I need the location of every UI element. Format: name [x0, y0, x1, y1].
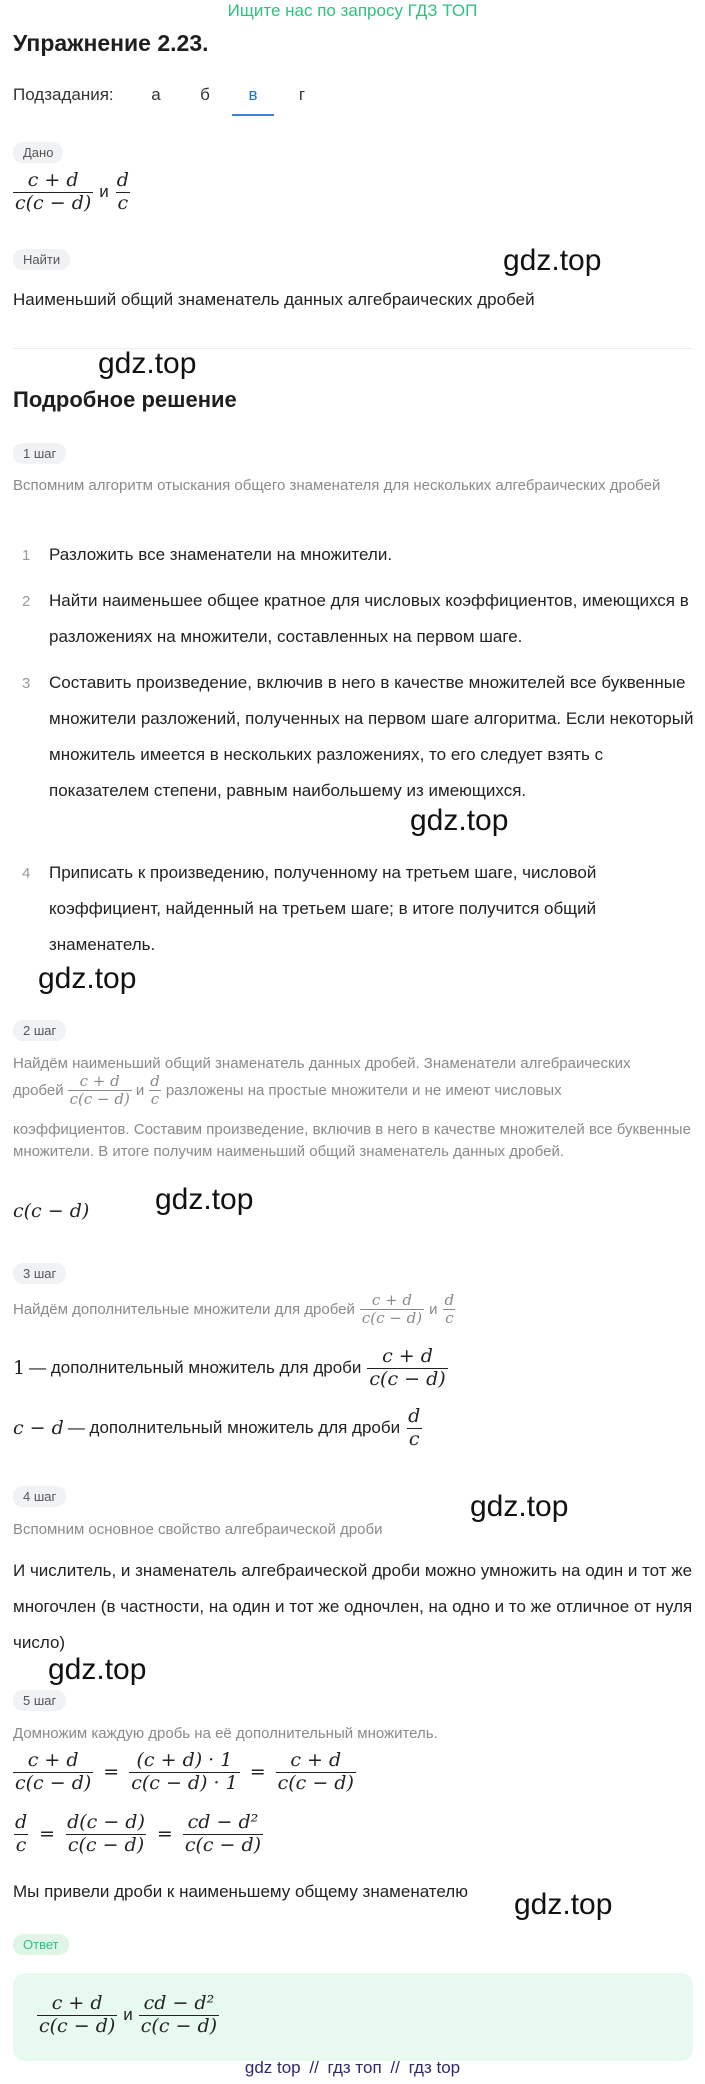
step1-badge-wrap: [13, 443, 66, 464]
step3-row2: c − d — дополнительный множитель для дроби $\frac{d}{c}$: [13, 1405, 421, 1450]
step2-fraction-1: $\frac{c + d}{c(c - d)}$: [69, 1072, 130, 1109]
footer-link[interactable]: гдз топ: [327, 2058, 382, 2077]
solution-title: Подробное решение: [13, 387, 237, 412]
step5-equation-2: $\frac{d}{c}$ = $\frac{d(c - d)}{c(c - d)}$ = $\frac{\text{cd − d²}}{c(c - d)}$: [15, 1811, 262, 1856]
step3-badge-wrap: [13, 1263, 66, 1284]
find-badge-wrap: [13, 249, 70, 270]
subtask-tab-v[interactable]: в: [248, 85, 258, 104]
list-item: 1 Разложить все знаменатели на множители.: [22, 545, 393, 564]
subtask-tab-g[interactable]: г: [298, 85, 306, 104]
step3-intro: Найдём дополнительные множители для дробей $\frac{c + d}{c(c - d)}$ и $\frac{d}{c}$: [13, 1291, 455, 1328]
watermark: gdz.top: [155, 1183, 254, 1216]
step3-intro-fraction-1: $\frac{c + d}{c(c - d)}$: [361, 1291, 423, 1328]
subtasks-label: Подзадания:: [13, 85, 114, 104]
watermark: gdz.top: [503, 244, 602, 277]
step5-conclusion: Мы привели дроби к наименьшему общему знаменателю: [13, 1882, 468, 1901]
step3-intro-fraction-2: $\frac{d}{c}$: [444, 1291, 455, 1328]
step5-equation-1: $\frac{c + d}{c(c - d)}$ = $\frac{(c + d) \cdot 1}{c(c - d) \cdot 1}$ = $\frac{c + d}{c(c - d)}$: [15, 1749, 354, 1794]
answer-fraction-1: $\frac{c + d}{c(c - d)}$: [39, 1992, 116, 2037]
exercise-title: Упражнение 2.23.: [13, 30, 209, 56]
watermark: gdz.top: [98, 347, 197, 380]
step5-intro: Домножим каждую дробь на её дополнительный множитель.: [13, 1725, 438, 1742]
footer-separator: //: [309, 2058, 319, 2077]
given-badge: Дано: [13, 142, 63, 163]
step4-text: И числитель, и знаменатель алгебраической дроби можно умножить на один и тот же многочлен (в частности, на один и тот же одночлен, на одно и то же отличное от нуля число): [13, 1561, 693, 1652]
find-badge: Найти: [13, 249, 70, 270]
step3-row2-fraction: $\frac{d}{c}$: [408, 1405, 421, 1450]
step2-line3: коэффициентов. Составим произведение, включив в него в качестве множителей все буквенные множители. В итоге получим наименьший общий знаменатель данных дробей.: [13, 1121, 691, 1160]
watermark: gdz.top: [470, 1490, 569, 1523]
answer-fraction-2: $\frac{\text{cd − d²}}{c(c - d)}$: [140, 1992, 218, 2037]
watermark: gdz.top: [38, 962, 137, 995]
step1-intro: Вспомним алгоритм отыскания общего знаменателя для нескольких алгебраических дробей: [13, 477, 661, 494]
watermark: gdz.top: [48, 1653, 147, 1686]
answer-fractions: [37, 1993, 219, 2038]
watermark: gdz.top: [514, 1888, 613, 1921]
step3-row1: 1 — дополнительный множитель для дроби $\frac{c + d}{c(c - d)}$: [13, 1345, 446, 1390]
step2-line1: Найдём наименьший общий знаменатель данных дробей. Знаменатели алгебраических: [13, 1055, 631, 1072]
given-fractions: [13, 170, 131, 215]
subtask-tab-b[interactable]: б: [200, 85, 210, 104]
step3-badge: 3 шаг: [13, 1263, 66, 1284]
step2-result: c(c − d): [13, 1200, 90, 1222]
list-item: 2 Найти наименьшее общее кратное для числовых коэффициентов, имеющихся в разложениях на множители, составленных на первом шаге.: [22, 591, 689, 646]
answer-badge: Ответ: [13, 1934, 69, 1955]
list-item: 4 Приписать к произведению, полученному на третьем шаге, числовой коэффициент, найденный на третьем шаге; в итоге получится общий знаменатель.: [22, 863, 597, 954]
footer-separator: //: [390, 2058, 400, 2077]
active-tab-underline: [232, 114, 274, 116]
footer-links: [0, 2058, 705, 2078]
step5-badge: 5 шаг: [13, 1690, 66, 1711]
step2-fraction-2: $\frac{d}{c}$: [150, 1072, 160, 1109]
footer-link[interactable]: гдз top: [408, 2058, 461, 2077]
step2-line2: дробей $\frac{c + d}{c(c - d)}$ и $\frac{d}{c}$ разложены на простые множители и не имеют числовых: [13, 1072, 562, 1109]
step2-badge-wrap: [13, 1020, 66, 1041]
footer-link[interactable]: gdz top: [244, 2058, 301, 2077]
answer-badge-wrap: [13, 1934, 69, 1955]
watermark: gdz.top: [410, 804, 509, 837]
step4-badge-wrap: [13, 1486, 66, 1507]
step4-badge: 4 шаг: [13, 1486, 66, 1507]
list-item: 3 Составить произведение, включив в него в качестве множителей все буквенные множители разложений, полученных на первом шаге алгоритма. Если некоторый множитель имеется в нескольких разложениях, то его следует взять с показателем степени, равным наибольшему из имеющихся.: [22, 673, 694, 800]
answer-and: и: [123, 2005, 133, 2025]
given-fraction-2: $\frac{d}{c}$: [116, 169, 129, 214]
step1-badge: 1 шаг: [13, 443, 66, 464]
step2-badge: 2 шаг: [13, 1020, 66, 1041]
given-badge-wrap: [13, 142, 63, 163]
top-banner[interactable]: Ищите нас по запросу ГДЗ ТОП: [227, 1, 478, 20]
step4-intro: Вспомним основное свойство алгебраической дроби: [13, 1521, 383, 1538]
subtask-tab-a[interactable]: а: [151, 85, 161, 104]
given-and: и: [99, 182, 109, 202]
step5-badge-wrap: [13, 1690, 66, 1711]
step3-row1-fraction: $\frac{c + d}{c(c - d)}$: [369, 1345, 446, 1390]
given-fraction-1: $\frac{c + d}{c(c - d)}$: [15, 169, 92, 214]
find-text: Наименьший общий знаменатель данных алгебраических дробей: [13, 290, 535, 309]
